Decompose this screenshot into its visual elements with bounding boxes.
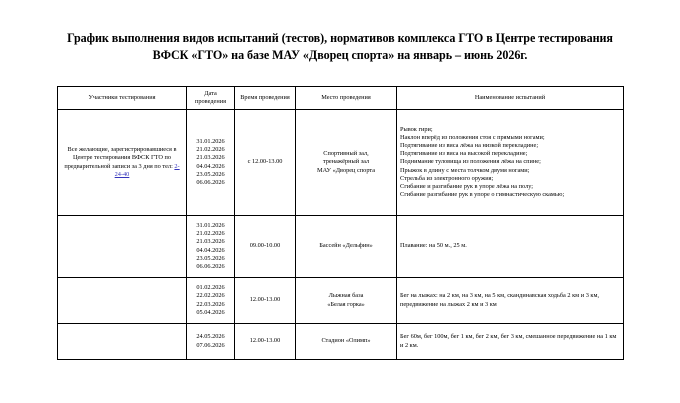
place-line: Стадион «Олимп» bbox=[321, 337, 371, 345]
column-header-dates: Дата проведения bbox=[187, 87, 235, 110]
phone-link[interactable]: 2-24-40 bbox=[114, 162, 180, 178]
page-title: График выполнения видов испытаний (тестов), нормативов комплекса ГТО в Центре тестирования ВФСК «ГТО» на базе МАУ «Дворец спорта» на январь – июнь 2026г. bbox=[67, 31, 613, 62]
table-row bbox=[58, 216, 624, 278]
cell-participants bbox=[58, 110, 187, 216]
cell-place bbox=[296, 278, 397, 324]
cell-place bbox=[296, 324, 397, 360]
cell-place bbox=[296, 216, 397, 278]
date-value: 21.02.2026 bbox=[196, 146, 225, 154]
participants-text: Все желающие, зарегистрировавшиеся в Центре тестирования ВФСК ГТО по предварительной записи за 3 дня по тел: bbox=[64, 146, 177, 170]
table-row bbox=[58, 324, 624, 360]
place-line: Спортивный зал, bbox=[323, 150, 369, 158]
cell-tests bbox=[397, 216, 624, 278]
date-value: 06.06.2026 bbox=[196, 262, 225, 270]
cell-time: 12.00-13.00 bbox=[235, 324, 296, 360]
cell-tests bbox=[397, 324, 624, 360]
cell-dates bbox=[187, 278, 235, 324]
column-header-time: Время проведения bbox=[235, 87, 296, 110]
date-value: 07.06.2026 bbox=[196, 341, 225, 349]
column-header-tests: Наименование испытаний bbox=[397, 87, 624, 110]
date-value: 21.02.2026 bbox=[196, 230, 225, 238]
date-value: 04.04.2026 bbox=[196, 162, 225, 170]
date-value: 01.02.2026 bbox=[196, 284, 225, 292]
test-item: Плавание: на 50 м., 25 м. bbox=[400, 242, 467, 250]
table-header bbox=[58, 87, 624, 110]
date-value: 06.06.2026 bbox=[196, 178, 225, 186]
test-item: Подтягивание из виса лёжа на низкой перекладине; bbox=[400, 141, 539, 149]
table-row bbox=[58, 278, 624, 324]
column-header-participants: Участники тестирования bbox=[58, 87, 187, 110]
cell-tests bbox=[397, 110, 624, 216]
cell-tests bbox=[397, 278, 624, 324]
date-value: 23.05.2026 bbox=[196, 170, 225, 178]
place-line: МАУ «Дворец спорта bbox=[316, 166, 376, 174]
place-line: Бассейн «Дельфин» bbox=[319, 242, 373, 250]
test-item: Прыжок в длину с места толчком двумя ногами; bbox=[400, 166, 530, 174]
test-item: Подтягивание из виса на высокой перекладине; bbox=[400, 150, 528, 158]
date-value: 23.05.2026 bbox=[196, 254, 225, 262]
date-value: 05.04.2026 bbox=[196, 308, 225, 316]
test-item: Бег на лыжах: на 2 км, на 3 км, на 5 км, скандинавская ходьба 2 км и 3 км, передвижение на лыжах 2 км и 3 км bbox=[400, 292, 600, 308]
date-value: 04.04.2026 bbox=[196, 246, 225, 254]
date-value: 31.01.2026 bbox=[196, 137, 225, 145]
date-value: 31.01.2026 bbox=[196, 221, 225, 229]
cell-place bbox=[296, 110, 397, 216]
cell-dates bbox=[187, 324, 235, 360]
schedule-table bbox=[57, 86, 624, 360]
place-line: «Белая горка» bbox=[327, 300, 365, 308]
test-item: Стрельба из электронного оружия; bbox=[400, 174, 494, 182]
cell-participants bbox=[58, 278, 187, 324]
test-item: Наклон вперёд из положения стоя с прямыми ногами; bbox=[400, 133, 545, 141]
test-item: Рывок гири; bbox=[400, 125, 433, 133]
cell-dates bbox=[187, 110, 235, 216]
date-value: 21.03.2026 bbox=[196, 238, 225, 246]
cell-time: 09.00-10.00 bbox=[235, 216, 296, 278]
column-header-place: Место проведения bbox=[296, 87, 397, 110]
table-body bbox=[58, 110, 624, 360]
test-item: Бег 60м, бег 100м, бег 1 км, бег 2 км, бег 3 км, смешанное передвижение на 1 км и 2 км. bbox=[400, 333, 617, 349]
cell-participants bbox=[58, 324, 187, 360]
place-line: тренажёрный зал bbox=[322, 158, 370, 166]
cell-participants bbox=[58, 216, 187, 278]
test-item: Поднимание туловища из положения лёжа на спине; bbox=[400, 158, 541, 166]
date-value: 22.03.2026 bbox=[196, 300, 225, 308]
cell-time: с 12.00-13.00 bbox=[235, 110, 296, 216]
cell-time: 12.00-13.00 bbox=[235, 278, 296, 324]
cell-dates bbox=[187, 216, 235, 278]
date-value: 21.03.2026 bbox=[196, 154, 225, 162]
date-value: 24.05.2026 bbox=[196, 333, 225, 341]
date-value: 22.02.2026 bbox=[196, 292, 225, 300]
table-header-row bbox=[58, 87, 624, 110]
test-item: Сгибание и разгибание рук в упоре лёжа на полу; bbox=[400, 183, 534, 190]
table-row bbox=[58, 110, 624, 216]
test-item: Сгибание разгибание рук в упоре о гимнастическую скамью; bbox=[400, 191, 565, 199]
place-line: Лыжная база bbox=[328, 292, 364, 300]
